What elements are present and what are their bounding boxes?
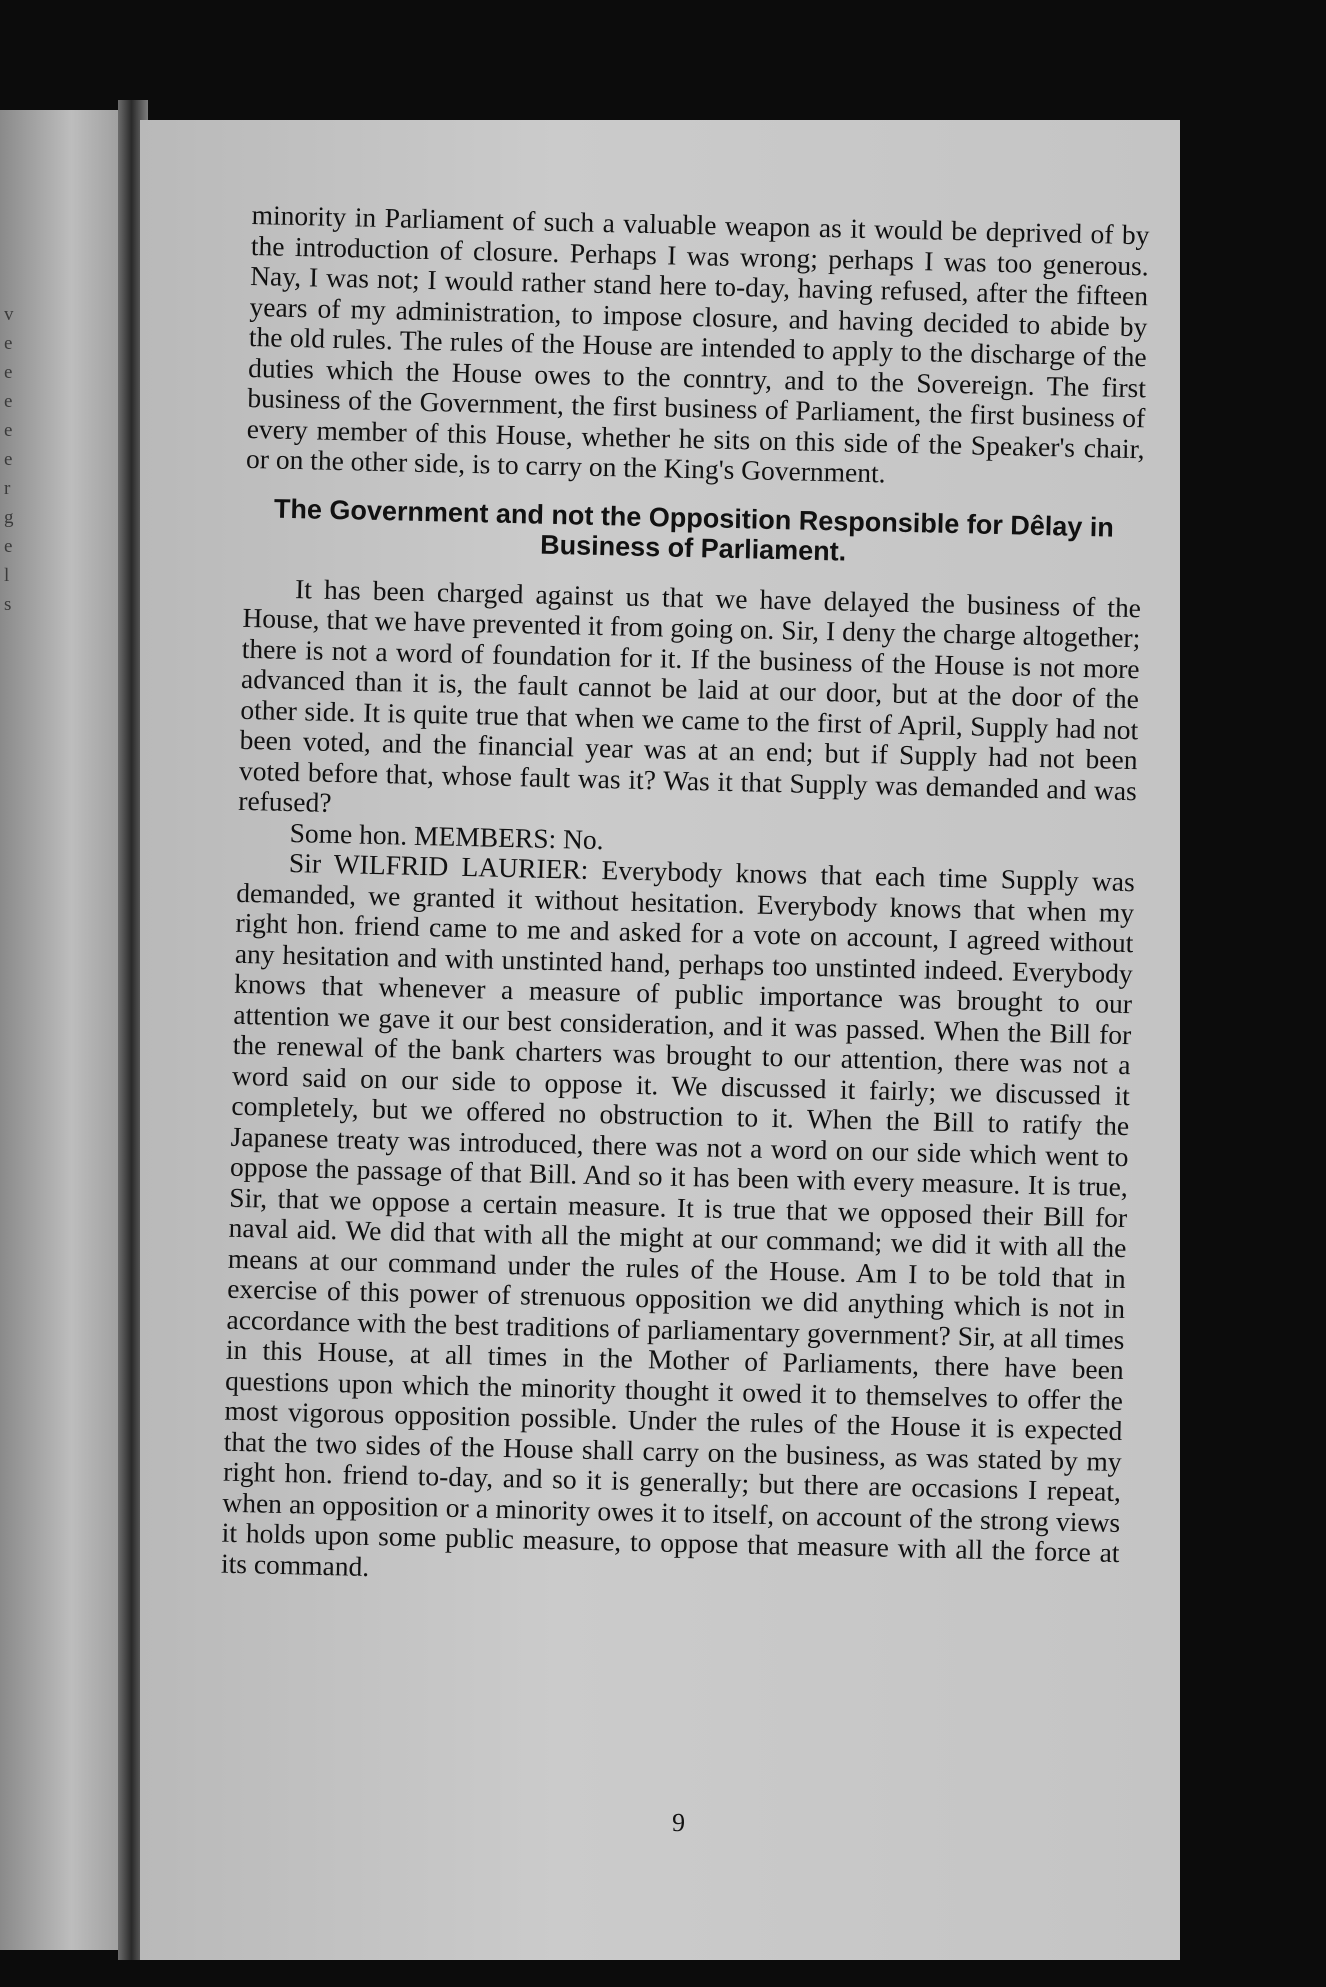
margin-letter: r [4, 478, 11, 499]
margin-letter: e [4, 449, 13, 470]
paragraph-closure: minority in Parliament of such a valuable weapon as it would be deprived of by the introduction of closure. Perhaps I was wrong; perhaps I was too generous. Nay, I was not; I would rather stand here to-day, having refused, after the fifteen years of my administration, to impose closure, and having decided to abide by the old rules. The rules of the House are intended to apply to the discharge of the duties which the House owes to the conntry, and to the Sovereign. The first business of the Government, the first business of Parliament, the first business of every member of this House, whether he sits on this side of the Speaker's chair, or on the other side, is to carry on the King's Government. [245, 199, 1150, 489]
margin-letter: l [4, 565, 10, 586]
margin-letter: e [4, 420, 13, 441]
margin-letter: e [4, 536, 13, 557]
page-text [221, 200, 1150, 1599]
paragraph-laurier-speech: Sir WILFRID LAURIER: Everybody knows that each time Supply was demanded, we granted it without hesitation. Everybody knows that when my right hon. friend came to me and asked for a vote on account, I agreed without any hesitation and with unstinted hand, perhaps too unstinted indeed. Everybody knows that whenever a measure of public importance was brought to our attention we gave it our best consideration, and it was passed. When the Bill for the renewal of the bank charters was brought to our attention, there was not a word said on our side to oppose it. We discussed it fairly; we discussed it completely, but we offered no obstruction to it. When the Bill to ratify the Japanese treaty was introduced, there was not a word on our side which went to oppose the passage of that Bill. And so it has been with every measure. It is true, Sir, that we oppose a certain measure. It is true that we opposed their Bill for naval aid. We did that with all the might at our command; we did it with all the means at our command under the rules of the House. Am I to be told that in exercise of this power of strenuous opposition we did anything which is not in accordance with the best traditions of parliamentary government? Sir, at all times in this House, at all times in the Mother of Parliaments, there have been questions upon which the minority thought it owed it to themselves to offer the most vigorous opposition possible. Under the rules of the House it is expected that the two sides of the House shall carry on the business, as was stated by my right hon. friend to-day, and so it is generally; but there are occasions I repeat, when an opposition or a minority owes it to itself, on account of the strong views it holds upon some public measure, to oppose that measure with all the force at its command. [220, 847, 1136, 1582]
margin-letter: s [4, 594, 12, 615]
margin-letter: e [4, 333, 13, 354]
margin-letter: g [4, 507, 14, 528]
paragraph-delay-charge: It has been charged against us that we have delayed the business of the House, that we have prevented it from going on. Sir, I deny the charge altogether; there is not a word of foundation for it. If the business of the House is not more advanced than it is, the fault cannot be laid at our door, but at the door of the other side. It is quite true that when we came to the first of April, Supply had not been voted, and the financial year was at an end; but if Supply had not been voted before that, whose fault was it? Was it that Supply was demanded and was refused? [238, 572, 1142, 818]
margin-letter: e [4, 391, 13, 412]
section-heading: The Government and not the Opposition Responsible for Dêlay in Business of Parliament. [273, 493, 1115, 567]
facing-page-edge [0, 110, 130, 1950]
margin-letter: v [4, 304, 14, 325]
paragraph-members-interjection: Some hon. MEMBERS: No. [289, 816, 604, 855]
facing-page-margin-letters [4, 300, 24, 619]
page-number: 9 [671, 1807, 686, 1838]
margin-letter: e [4, 362, 13, 383]
